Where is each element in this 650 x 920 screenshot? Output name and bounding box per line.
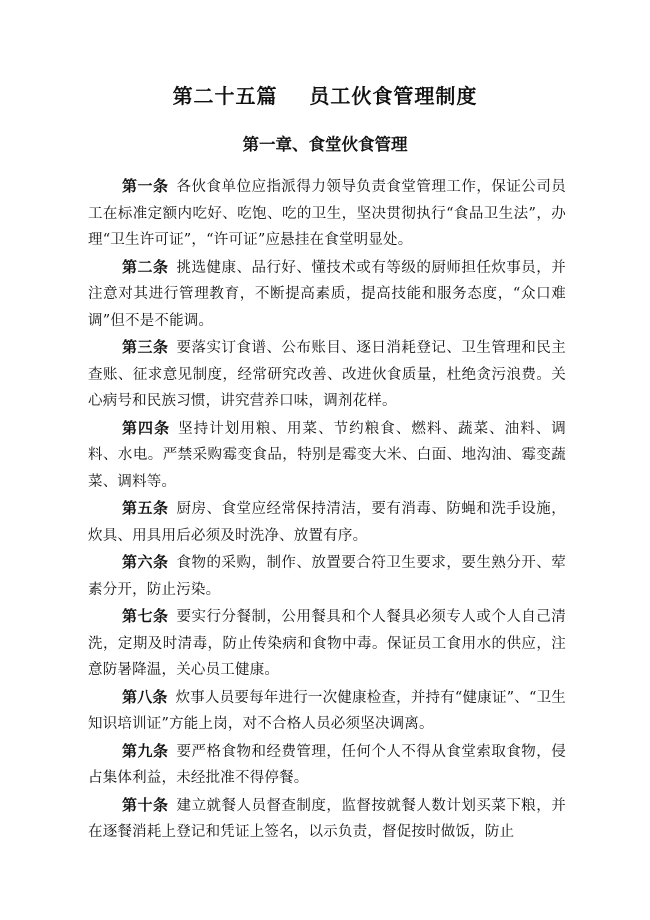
article-10 xyxy=(88,792,566,846)
article-6 xyxy=(88,549,566,603)
article-label: 第三条 xyxy=(122,338,169,356)
chapter-title: 第一章、食堂伙食管理 xyxy=(242,135,408,154)
article-label: 第四条 xyxy=(122,418,171,437)
article-label: 第九条 xyxy=(122,741,169,760)
article-text: 建立就餐人员督查制度，监督按就餐人数计划买菜下粮，并在逐餐消耗上登记和凭证上签名，以示负责，督促按时做饭，防止 xyxy=(88,797,566,840)
article-label: 第八条 xyxy=(122,687,168,706)
article-text: 各伙食单位应指派得力领导负责食堂管理工作，保证公司员工在标准定额内吃好、吃饱、吃的卫生，坚决贯彻执行“食品卫生法”，办理“卫生许可证”，“许可证”应悬挂在食堂明显处。 xyxy=(88,179,566,248)
article-2 xyxy=(88,254,566,335)
article-1 xyxy=(88,173,566,254)
article-label: 第六条 xyxy=(122,553,169,571)
article-text: 食物的采购，制作、放置要合符卫生要求，要生熟分开、荤素分开，防止污染。 xyxy=(88,555,566,598)
article-text: 要落实订食谱、公布账目、逐日消耗登记、卫生管理和民主查账、征求意见制度，经常研究改善、改进伙食质量，杜绝贪污浪费。关心病号和民族习惯，讲究营养口味，调剂花样。 xyxy=(88,340,566,409)
article-label: 第二条 xyxy=(122,257,169,276)
article-list xyxy=(88,173,566,846)
article-5 xyxy=(88,495,566,549)
article-label: 第七条 xyxy=(122,607,169,625)
article-text: 要严格食物和经费管理，任何个人不得从食堂索取食物，侵占集体利益，未经批准不得停餐。 xyxy=(88,743,566,786)
article-label: 第十条 xyxy=(122,795,169,814)
article-text: 坚持计划用粮、用菜、节约粮食、燃料、蔬菜、油料、调料、水电。严禁采购霉变食品，特别是霉变大米、白面、地沟油、霉变蔬菜、调料等。 xyxy=(88,420,567,490)
article-8 xyxy=(88,684,566,738)
article-label: 第一条 xyxy=(122,177,169,195)
article-text: 厨房、食堂应经常保持清洁，要有消毒、防蝇和洗手设施，炊具、用具用后必须及时洗净、放置有序。 xyxy=(88,501,566,544)
article-4 xyxy=(88,415,566,496)
article-7 xyxy=(88,603,566,684)
article-text: 炊事人员要每年进行一次健康检查，并持有“健康证”、“卫生知识培训证”方能上岗，对不合格人员必须坚决调离。 xyxy=(88,689,566,732)
article-text: 挑选健康、品行好、懂技术或有等级的厨师担任炊事员，并注意对其进行管理教育，不断提高素质，提高技能和服务态度，“众口难调”但不是不能调。 xyxy=(88,259,566,329)
article-text: 要实行分餐制，公用餐具和个人餐具必须专人或个人自己清洗，定期及时清毒，防止传染病和食物中毒。保证员工食用水的供应，注意防暑降温，关心员工健康。 xyxy=(88,609,566,678)
document-title: 第二十五篇 员工伙食管理制度 xyxy=(172,84,478,108)
article-3 xyxy=(88,334,566,415)
article-label: 第五条 xyxy=(122,499,169,517)
article-9 xyxy=(88,738,566,792)
